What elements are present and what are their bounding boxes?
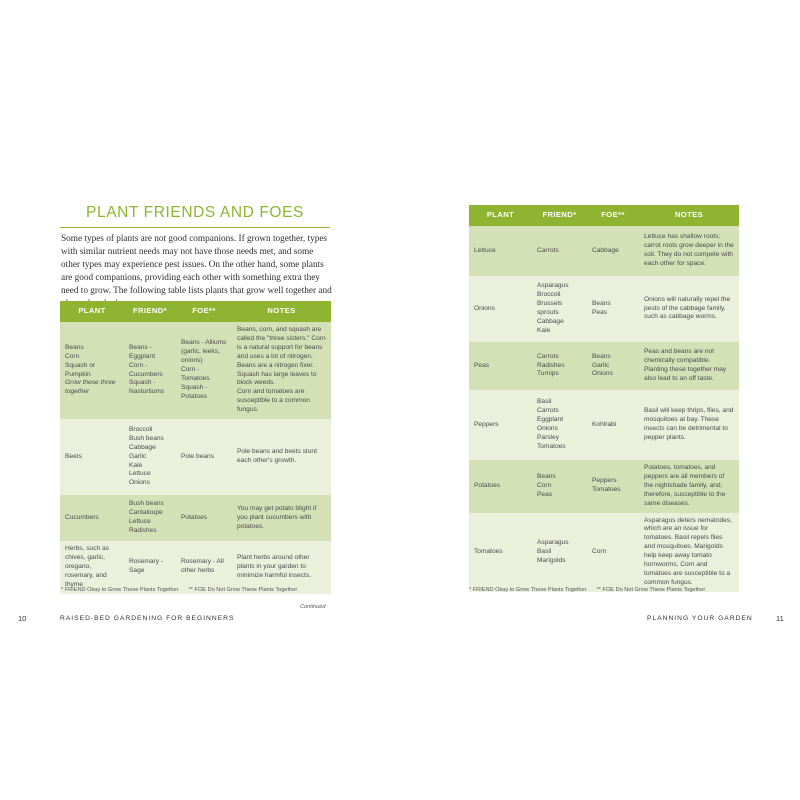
plant-cell: Peas: [469, 342, 532, 390]
plant-cell: Herbs, such as chives, garlic, oregano, rosemary, and thyme: [60, 541, 124, 594]
plant-cell: Beets: [60, 419, 124, 495]
header-plant: PLANT: [60, 301, 124, 322]
table-row: [60, 541, 331, 594]
friend-cell: Bush beans Cantaloupe Lettuce Radishes: [124, 495, 176, 541]
friend-cell: Asparagus Basil Marigolds: [532, 513, 587, 592]
notes-cell: Basil will keep thrips, flies, and mosquitoes at bay. These insects can be detrimental to pepper plants.: [639, 390, 739, 460]
header-notes: NOTES: [639, 205, 739, 226]
header-friend: FRIEND*: [532, 205, 587, 226]
friend-cell: Rosemary - Sage: [124, 541, 176, 594]
header-friend: FRIEND*: [124, 301, 176, 322]
plant-cell: Potatoes: [469, 460, 532, 513]
page-number: 11: [776, 614, 784, 623]
notes-cell: Plant herbs around other plants in your garden to minimize harmful insects.: [232, 541, 331, 594]
footnote-foe: ** FOE Do Not Grow These Plants Together: [188, 587, 298, 593]
foe-cell: Peppers Tomatoes: [587, 460, 639, 513]
table-row: [469, 342, 739, 390]
title-divider: [60, 227, 330, 228]
footnote-friend: * FRIEND Okay to Grow These Plants Together: [469, 587, 587, 593]
table-row: [60, 419, 331, 495]
friend-cell: Broccoli Bush beans Cabbage Garlic Kale Lettuce Onions: [124, 419, 176, 495]
table-header-row: [469, 205, 739, 226]
intro-paragraph: [61, 233, 333, 310]
foe-cell: Kohlrabi: [587, 390, 639, 460]
plant-cell: Tomatoes: [469, 513, 532, 592]
foe-cell: Rosemary - All other herbs: [176, 541, 232, 594]
plant-cell: Cucumbers: [60, 495, 124, 541]
header-foe: FOE**: [587, 205, 639, 226]
table-header-row: [60, 301, 331, 322]
notes-cell: Peas and beans are not chemically compatible. Planting these together may also lead to an off taste.: [639, 342, 739, 390]
header-notes: NOTES: [232, 301, 331, 322]
foe-cell: Pole beans: [176, 419, 232, 495]
plant-name: Beans Corn Squash or Pumpkin: [65, 343, 96, 378]
plant-note: Grow these three together: [65, 379, 116, 396]
notes-cell: Asparagus deters nematodes, which are an issue for tomatoes. Basil repels flies and mosquitoes. Marigolds help keep away tomato hornworms. Corn and tomatoes are susceptible to a common fungus.: [639, 513, 739, 592]
table-row: [469, 513, 739, 592]
foe-cell: Potatoes: [176, 495, 232, 541]
notes-cell: Potatoes, tomatoes, and peppers are all members of the nightshade family, and, therefore, susceptible to the same diseases.: [639, 460, 739, 513]
plant-cell: Lettuce: [469, 226, 532, 276]
notes-cell: Beans, corn, and squash are called the "three sisters." Corn is a natural support for beans and uses a lot of nitrogen. Beans are a nitrogen fixer. Squash has large leaves to block weeds. Corn and tomatoes are susceptible to a common fungus.: [232, 322, 331, 419]
running-head: PLANNING YOUR GARDEN: [647, 615, 753, 622]
foe-cell: Corn: [587, 513, 639, 592]
footnote: [469, 587, 705, 593]
foe-cell: Beans - Alliums (garlic, leeks, onions) Corn - Tomatoes Squash - Potatoes: [176, 322, 232, 419]
notes-cell: Onions will naturally repel the pests of the cabbage family, such as cabbage worms.: [639, 276, 739, 342]
plant-cell: Onions: [469, 276, 532, 342]
running-head: RAISED-BED GARDENING FOR BEGINNERS: [60, 615, 235, 622]
header-plant: PLANT: [469, 205, 532, 226]
continued-label: Continued: [300, 604, 326, 610]
plant-cell: Peppers: [469, 390, 532, 460]
foe-cell: Cabbage: [587, 226, 639, 276]
page-title: PLANT FRIENDS AND FOES: [86, 204, 304, 221]
friend-cell: Carrots: [532, 226, 587, 276]
friend-cell: Beans Corn Peas: [532, 460, 587, 513]
table-row: [469, 460, 739, 513]
intro-text: Some types of plants are not good companions. If grown together, types with similar nutrient needs may not have those needs met, and some other types may experience pest issues. On the other hand, some plants are good companions, providing each other with something extra they need to grow. The following table lists plants that grow well together and: [61, 234, 332, 296]
table-row: [60, 495, 331, 541]
friend-cell: Beans - Eggplant Corn - Cucumbers Squash - Nasturtiums: [124, 322, 176, 419]
page-number: 10: [18, 614, 27, 623]
companion-table-left: [60, 301, 331, 594]
friend-cell: Asparagus Broccoli Brussels sprouts Cabbage Kale: [532, 276, 587, 342]
table-row: [469, 226, 739, 276]
friend-cell: Basil Carrots Eggplant Onions Parsley Tomatoes: [532, 390, 587, 460]
notes-cell: Lettuce has shallow roots; carrot roots grow deeper in the soil. They do not compete with each other for space.: [639, 226, 739, 276]
table-row: [60, 322, 331, 419]
header-foe: FOE**: [176, 301, 232, 322]
friend-cell: Carrots Radishes Turnips: [532, 342, 587, 390]
notes-cell: You may get potato blight if you plant cucumbers with potatoes.: [232, 495, 331, 541]
footnote: [61, 587, 297, 593]
table-row: [469, 276, 739, 342]
table-row: [469, 390, 739, 460]
foe-cell: Beans Garlic Onions: [587, 342, 639, 390]
foe-cell: Beans Peas: [587, 276, 639, 342]
plant-cell: [60, 322, 124, 419]
footnote-foe: ** FOE Do Not Grow These Plants Together: [596, 587, 706, 593]
footnote-friend: * FRIEND Okay to Grow These Plants Together: [61, 587, 179, 593]
companion-table-right: [469, 205, 739, 592]
notes-cell: Pole beans and beets stunt each other's growth.: [232, 419, 331, 495]
